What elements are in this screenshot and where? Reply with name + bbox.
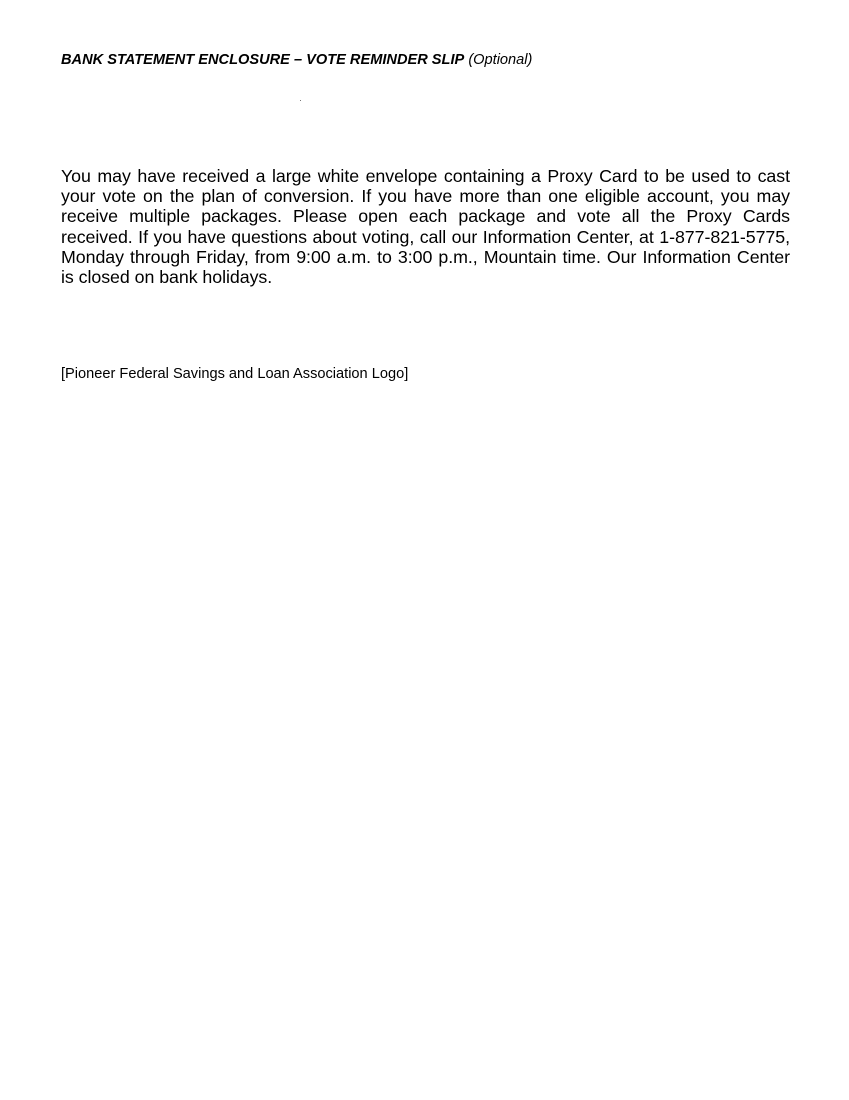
logo-placeholder-text: [Pioneer Federal Savings and Loan Association Logo] bbox=[61, 366, 409, 382]
vote-reminder-paragraph: You may have received a large white envelope containing a Proxy Card to be used to cast your vote on the plan of conversion. If you have more than one eligible account, you may receive multiple packages. Please open each package and vote all the Proxy Cards received. If you have questions about voting, call our Information Center, at 1-877-821-5775, Monday through Friday, from 9:00 a.m. to 3:00 p.m., Mountain time. Our Information Center is closed on bank holidays. bbox=[61, 166, 790, 288]
heading-title: BANK STATEMENT ENCLOSURE – VOTE REMINDER SLIP bbox=[61, 52, 465, 68]
document-heading bbox=[61, 51, 532, 69]
scan-speck bbox=[300, 100, 301, 101]
heading-optional-note: (Optional) bbox=[468, 52, 533, 68]
